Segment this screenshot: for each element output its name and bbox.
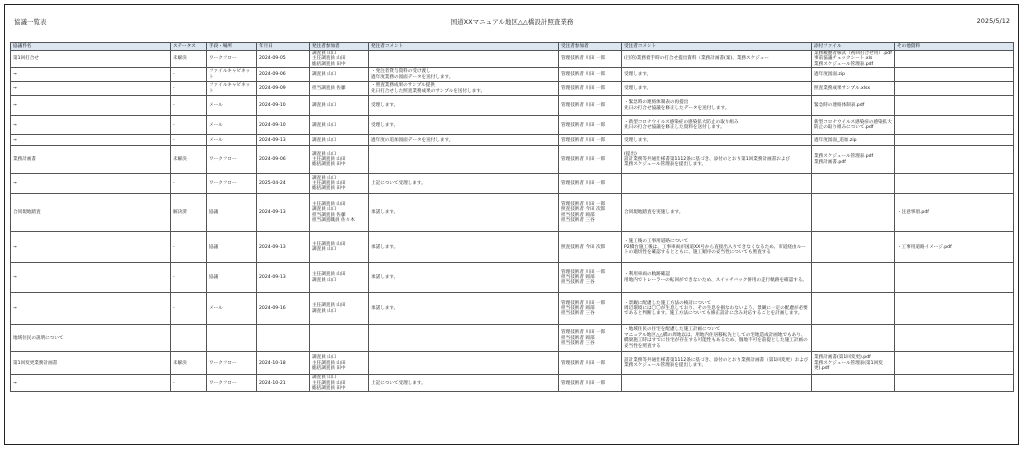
table-body bbox=[11, 51, 1014, 392]
cell-subject: → bbox=[11, 375, 171, 392]
cell-attachments bbox=[812, 194, 895, 232]
cell-client-comment: 受理します。 bbox=[369, 116, 559, 135]
cell-status: - bbox=[171, 174, 207, 194]
cell-date: 2024-09-06 bbox=[257, 68, 310, 82]
cell-client-comment bbox=[369, 146, 559, 174]
cell-attachments: 緊急時の連絡体制表.pdf bbox=[812, 96, 895, 116]
cell-status: - bbox=[171, 232, 207, 263]
cell-contractor-comment: ・施工後の工事用道路について P2橋台施工後は、工事車両が国道XX号から直接出入りできなくなるため、市道経由ルートの適切性を確認するとともに、施工順序の妥当性についても照査する bbox=[622, 232, 812, 263]
cell-method: ワークフロー bbox=[207, 352, 257, 375]
cell-status: 未解決 bbox=[171, 51, 207, 68]
cell-status: - bbox=[171, 68, 207, 82]
cell-method: ワークフロー bbox=[207, 146, 257, 174]
cell-client-comment: ・照査業務成果のサンプル提供 先日打合せした照査業務成果のサンプルを送付します。 bbox=[369, 82, 559, 96]
cell-date: 2024-09-13 bbox=[257, 232, 310, 263]
cell-status: - bbox=[171, 116, 207, 135]
cell-client-comment: ・発注者貸与資料の受け渡し 過年度業務の図面データを送付します。 bbox=[369, 68, 559, 82]
cell-attachments bbox=[812, 375, 895, 392]
cell-subject: 業務計画書 bbox=[11, 146, 171, 174]
cell-contractor-comment bbox=[622, 375, 812, 392]
column-header-contractor-comment: 受注者コメント bbox=[622, 43, 812, 51]
cell-attachments: 業務計画書(第1回変更).pdf 業務スケジュール管理表(第1回変更).pdf bbox=[812, 352, 895, 375]
document-date: 2025/5/12 bbox=[976, 17, 1010, 25]
cell-date: 2024-09-06 bbox=[257, 146, 310, 174]
cell-contractor-participants: 管理技術者 川田 一郎 bbox=[559, 146, 622, 174]
table-row bbox=[11, 68, 1014, 82]
cell-subject: → bbox=[11, 135, 171, 146]
cell-attachments: 業務履歴者様式（初回打合せ用）.pdf 事前協議チェックシート.xls 業務スケジュール管理表.pdf bbox=[812, 51, 895, 68]
table-row bbox=[11, 325, 1014, 352]
cell-method: ファイルキャビネット bbox=[207, 82, 257, 96]
cell-status: - bbox=[171, 375, 207, 392]
cell-other-materials bbox=[895, 116, 1014, 135]
cell-client-participants: 主任調査員 山田 調査員 山口 bbox=[310, 293, 369, 325]
cell-contractor-comment: ・利用車両の軌跡確認 用地内でトレーラーの転回ができないため、スイッチバック併用の走行軌跡を確認する。 bbox=[622, 263, 812, 293]
cell-method: メール bbox=[207, 135, 257, 146]
table-row bbox=[11, 135, 1014, 146]
cell-client-participants: 調査員 山口 主任調査員 山田 総括調査員 田中 bbox=[310, 146, 369, 174]
cell-contractor-comment: ・地域住民の住宅を配慮した施工計画について マニュアル地区△△橋の周地以は、用地内住居移転先としての宅地造成計画地でもあり、橋梁施工時はすでに住宅が存在する可能性もあるため、個地不可を前提とした施工計画の妥当性を照査する bbox=[622, 325, 812, 352]
table-row bbox=[11, 174, 1014, 194]
cell-method: ワークフロー bbox=[207, 375, 257, 392]
cell-other-materials bbox=[895, 375, 1014, 392]
cell-method: ワークフロー bbox=[207, 51, 257, 68]
cell-subject: → bbox=[11, 82, 171, 96]
column-header-contractor-participants: 受注者参加者 bbox=[559, 43, 622, 51]
cell-contractor-comment: (提出) 設計業務等共通仕様書第1112条に基づき、添付のとおり第1回業務計画書および 業務スケジュール管理表を提出します。 bbox=[622, 146, 812, 174]
cell-client-participants: 調査員 山口 主任調査員 山田 総括調査員 田中 bbox=[310, 51, 369, 68]
cell-contractor-comment: 受理します。 bbox=[622, 135, 812, 146]
column-header-client-participants: 発注者参加者 bbox=[310, 43, 369, 51]
cell-client-comment bbox=[369, 51, 559, 68]
cell-subject: 第1回打合せ bbox=[11, 51, 171, 68]
cell-other-materials bbox=[895, 325, 1014, 352]
cell-contractor-comment: 合同現地踏査を実施します。 bbox=[622, 194, 812, 232]
cell-contractor-participants: 管理技術者 川田 一郎 担当技術者 岡部 担当技術者 三谷 bbox=[559, 263, 622, 293]
cell-attachments: 過年度図面.zip bbox=[812, 68, 895, 82]
cell-attachments: 過年度図面_追加.zip bbox=[812, 135, 895, 146]
table-row bbox=[11, 375, 1014, 392]
cell-other-materials bbox=[895, 51, 1014, 68]
cell-other-materials: ・工事用道路イメージ.pdf bbox=[895, 232, 1014, 263]
cell-contractor-participants: 管理技術者 川田 一郎 bbox=[559, 51, 622, 68]
cell-attachments: 新型コロナウイルス感染症の感染拡大防止の取り組みについて.pdf bbox=[812, 116, 895, 135]
cell-attachments bbox=[812, 232, 895, 263]
cell-client-participants: 調査員 山口 bbox=[310, 68, 369, 82]
cell-client-participants: 主任調査員 山田 調査員 山口 担当調査員 佐藤 担当調査職員 佐々木 bbox=[310, 194, 369, 232]
cell-method: メール bbox=[207, 116, 257, 135]
cell-attachments bbox=[812, 263, 895, 293]
cell-client-comment: 上記について受理します。 bbox=[369, 375, 559, 392]
cell-subject: → bbox=[11, 263, 171, 293]
cell-subject: 地域住民の説明について bbox=[11, 325, 171, 352]
cell-date: 2024-10-18 bbox=[257, 352, 310, 375]
cell-subject: → bbox=[11, 293, 171, 325]
cell-contractor-participants: 管理技術者 川田 一郎 bbox=[559, 116, 622, 135]
cell-method: 協議 bbox=[207, 232, 257, 263]
cell-other-materials bbox=[895, 146, 1014, 174]
cell-subject: → bbox=[11, 232, 171, 263]
cell-subject: 第1回変更業務計画書 bbox=[11, 352, 171, 375]
column-header-subject: 協議件名 bbox=[11, 43, 171, 51]
table-row bbox=[11, 293, 1014, 325]
column-header-status: ステータス bbox=[171, 43, 207, 51]
table-header bbox=[11, 43, 1014, 51]
cell-status: - bbox=[171, 263, 207, 293]
table-row bbox=[11, 96, 1014, 116]
cell-date: 2025-04-24 bbox=[257, 174, 310, 194]
cell-status: - bbox=[171, 135, 207, 146]
cell-status: 未解決 bbox=[171, 146, 207, 174]
cell-contractor-participants: 管理技術者 川田 一郎 照査技術者 今田 次郎 担当技術者 岡部 担当技術者 三谷 bbox=[559, 194, 622, 232]
cell-other-materials bbox=[895, 352, 1014, 375]
project-name: 国道XXマニュアル地区△△橋設計照査業務 bbox=[450, 18, 574, 26]
cell-date: 2024-10-21 bbox=[257, 375, 310, 392]
cell-other-materials bbox=[895, 135, 1014, 146]
cell-contractor-participants: 管理技術者 川田 一郎 担当技術者 岡部 担当技術者 三谷 bbox=[559, 325, 622, 352]
cell-method: 協議 bbox=[207, 263, 257, 293]
cell-contractor-participants: 管理技術者 川田 一郎 bbox=[559, 96, 622, 116]
table-row bbox=[11, 146, 1014, 174]
cell-subject: → bbox=[11, 116, 171, 135]
cell-contractor-participants: 照査技術者 今田 次郎 bbox=[559, 232, 622, 263]
cell-subject: → bbox=[11, 174, 171, 194]
cell-client-participants: 主任調査員 山田 調査員 山口 bbox=[310, 232, 369, 263]
table-row bbox=[11, 263, 1014, 293]
column-header-date: 年月日 bbox=[257, 43, 310, 51]
cell-contractor-comment bbox=[622, 174, 812, 194]
document-title: 協議一覧表 bbox=[14, 18, 47, 26]
cell-client-participants: 調査員 山口 bbox=[310, 96, 369, 116]
cell-other-materials bbox=[895, 82, 1014, 96]
cell-date: 2024-09-13 bbox=[257, 263, 310, 293]
cell-contractor-participants: 管理技術者 川田 一郎 bbox=[559, 82, 622, 96]
cell-subject: → bbox=[11, 68, 171, 82]
column-header-method: 手段・場所 bbox=[207, 43, 257, 51]
cell-client-participants: 調査員 山口 bbox=[310, 135, 369, 146]
cell-client-comment bbox=[369, 325, 559, 352]
cell-status: - bbox=[171, 96, 207, 116]
cell-client-participants: 調査員 山口 bbox=[310, 116, 369, 135]
table-row bbox=[11, 194, 1014, 232]
cell-contractor-participants: 管理技術者 川田 一郎 担当技術者 岡部 担当技術者 三谷 bbox=[559, 293, 622, 325]
cell-date: 2024-09-13 bbox=[257, 194, 310, 232]
column-header-attachments: 添付ファイル bbox=[812, 43, 895, 51]
table-row bbox=[11, 116, 1014, 135]
cell-client-comment: 承諾します。 bbox=[369, 263, 559, 293]
cell-other-materials bbox=[895, 293, 1014, 325]
cell-attachments bbox=[812, 293, 895, 325]
cell-attachments bbox=[812, 174, 895, 194]
cell-other-materials bbox=[895, 263, 1014, 293]
cell-method: ファイルキャビネット bbox=[207, 68, 257, 82]
cell-client-comment: 承諾します。 bbox=[369, 232, 559, 263]
table-row bbox=[11, 352, 1014, 375]
cell-contractor-comment: (目的)業務着手時の打合せ提出資料（業務計画書(案)、業務スケジュー bbox=[622, 51, 812, 68]
cell-contractor-participants: 管理技術者 川田 一郎 bbox=[559, 352, 622, 375]
cell-client-comment: 承諾します。 bbox=[369, 194, 559, 232]
cell-contractor-comment: ・緊急時の連絡体制表の再提出 先日の打合せ協議を修正したデータを送付します。 bbox=[622, 96, 812, 116]
cell-status: - bbox=[171, 82, 207, 96]
cell-client-participants bbox=[310, 325, 369, 352]
cell-method: ワークフロー bbox=[207, 174, 257, 194]
cell-method: 協議 bbox=[207, 194, 257, 232]
cell-contractor-comment: 受理します。 bbox=[622, 82, 812, 96]
cell-client-participants: 調査員 山口 主任調査員 山田 総括調査員 田中 bbox=[310, 375, 369, 392]
cell-contractor-comment: ・新型コロナウイルス感染症の感染拡大防止の取り組み 先日の打合せ協議を修正した資料を送付します。 bbox=[622, 116, 812, 135]
consultation-table bbox=[10, 42, 1014, 392]
cell-contractor-participants: 管理技術者 川田 一郎 bbox=[559, 135, 622, 146]
cell-client-comment: 過年度の追加図面データを送付します。 bbox=[369, 135, 559, 146]
cell-other-materials bbox=[895, 68, 1014, 82]
cell-attachments: 業務スケジュール管理表.pdf 業務計画書.pdf bbox=[812, 146, 895, 174]
cell-method: メール bbox=[207, 293, 257, 325]
cell-contractor-comment: 設計業務等共通仕様書第1112条に基づき、添付のとおり業務計画書（第1回変更）および業務スケジュール管理表を提出します。 bbox=[622, 352, 812, 375]
cell-contractor-comment: 受理します。 bbox=[622, 68, 812, 82]
cell-client-comment: 上記について受理します。 bbox=[369, 174, 559, 194]
cell-contractor-participants: 管理技術者 川田 一郎 bbox=[559, 174, 622, 194]
cell-date: 2024-09-10 bbox=[257, 116, 310, 135]
cell-client-participants: 調査員 山口 主任調査員 山田 総括調査員 田中 bbox=[310, 174, 369, 194]
cell-client-participants: 主任調査員 山田 調査員 山口 bbox=[310, 263, 369, 293]
table-row bbox=[11, 51, 1014, 68]
cell-attachments: 照査業務成果サンプル.xlsx bbox=[812, 82, 895, 96]
cell-date bbox=[257, 325, 310, 352]
column-header-other-materials: その他資料 bbox=[895, 43, 1014, 51]
column-header-client-comment: 発注者コメント bbox=[369, 43, 559, 51]
cell-client-participants: 調査員 山口 主任調査員 山田 総括調査員 田中 bbox=[310, 352, 369, 375]
cell-method bbox=[207, 325, 257, 352]
table-row bbox=[11, 232, 1014, 263]
cell-attachments bbox=[812, 325, 895, 352]
cell-status bbox=[171, 325, 207, 352]
cell-date: 2024-09-09 bbox=[257, 82, 310, 96]
cell-subject: 合同現地踏査 bbox=[11, 194, 171, 232]
cell-status: 解決済 bbox=[171, 194, 207, 232]
cell-contractor-comment: ・景観に配慮した施工方法の検討について 周辺環境には〇〇が生息しており、その生息を損なわないよう、景観に一定の配慮が必要であると判断します。施工方法についても修正設計に含み対応することを計画します。 bbox=[622, 293, 812, 325]
cell-date: 2024-09-16 bbox=[257, 293, 310, 325]
cell-subject: → bbox=[11, 96, 171, 116]
cell-contractor-participants: 管理技術者 川田 一郎 bbox=[559, 68, 622, 82]
cell-client-comment: 受理します。 bbox=[369, 96, 559, 116]
cell-method: メール bbox=[207, 96, 257, 116]
cell-other-materials bbox=[895, 96, 1014, 116]
cell-contractor-participants: 管理技術者 川田 一郎 bbox=[559, 375, 622, 392]
cell-date: 2024-09-10 bbox=[257, 96, 310, 116]
cell-date: 2024-09-05 bbox=[257, 51, 310, 68]
cell-status: 未解決 bbox=[171, 352, 207, 375]
table-row bbox=[11, 82, 1014, 96]
cell-client-comment: 承諾します。 bbox=[369, 293, 559, 325]
cell-other-materials: ・注意事項.pdf bbox=[895, 194, 1014, 232]
cell-other-materials bbox=[895, 174, 1014, 194]
cell-date: 2024-09-13 bbox=[257, 135, 310, 146]
cell-client-participants: 担当調査員 佐藤 bbox=[310, 82, 369, 96]
cell-status: - bbox=[171, 293, 207, 325]
cell-client-comment bbox=[369, 352, 559, 375]
